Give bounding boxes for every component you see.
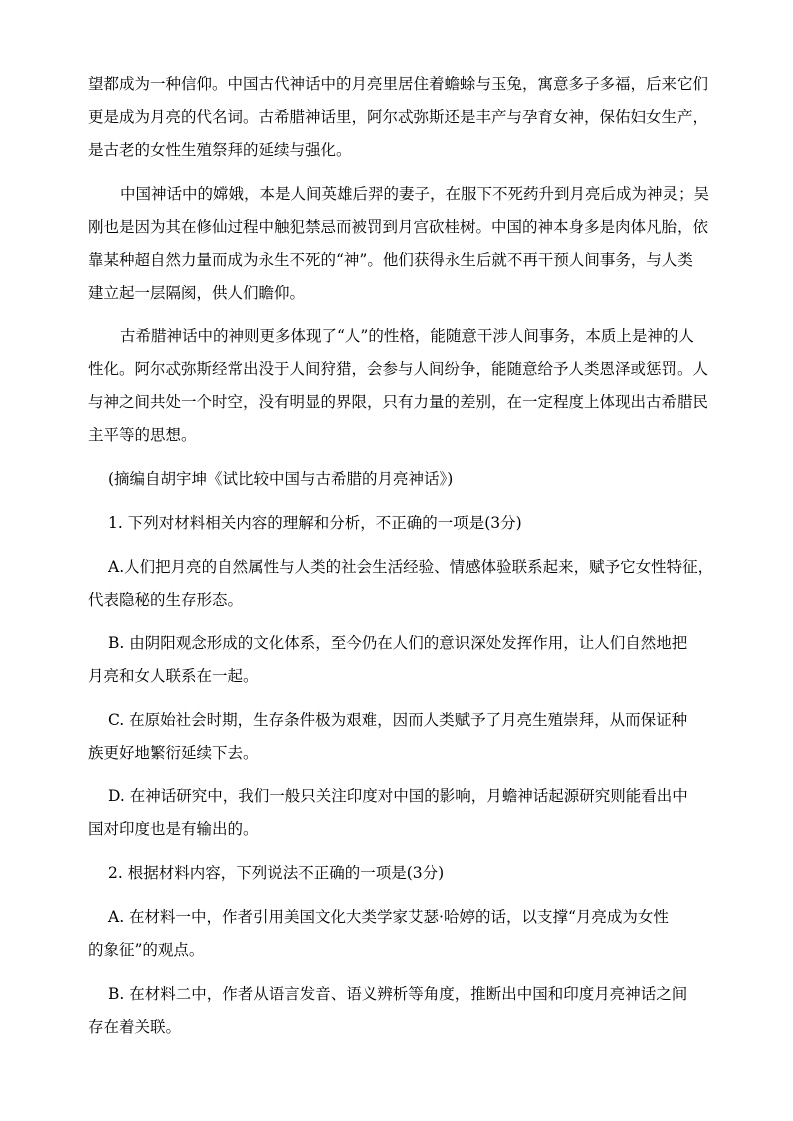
- q1-option-a-line-2: 代表隐秘的生存形态。: [88, 591, 244, 609]
- q2-option-a-line-2: 的象征”的观点。: [88, 941, 205, 959]
- para3-line-3: 与神之间共处一个时空，没有明显的界限，只有力量的差别，在一定程度上体现出古希腊民: [88, 393, 709, 411]
- para3-line-2: 性化。阿尔忒弥斯经常出没于人间狩猎，会参与人间纷争，能随意给予人类恩泽或惩罚。人: [88, 360, 709, 378]
- q1-option-c-line-1: C. 在原始社会时期，生存条件极为艰难，因而人类赋予了月亮生殖崇拜，从而保证种: [108, 711, 688, 729]
- source-citation: (摘编自胡宇坤《试比较中国与古希腊的月亮神话》): [108, 470, 454, 488]
- q2-option-b-line-2: 存在着关联。: [88, 1018, 182, 1036]
- q1-option-c-line-2: 族更好地繁衍延续下去。: [88, 744, 259, 762]
- q1-option-b-line-2: 月亮和女人联系在一起。: [88, 667, 259, 685]
- para3-line-1: 古希腊神话中的神则更多体现了“人”的性格，能随意干涉人间事务，本质上是神的人: [120, 327, 694, 345]
- para1-line-3: 是古老的女性生殖祭拜的延续与强化。: [88, 141, 352, 159]
- para2-line-1: 中国神话中的嫦娥，本是人间英雄后羿的妻子，在服下不死药升到月亮后成为神灵；吴: [120, 185, 710, 203]
- para2-line-2: 刚也是因为其在修仙过程中触犯禁忌而被罚到月宫砍桂树。中国的神本身多是肉体凡胎，依: [88, 218, 709, 236]
- para1-line-2: 更是成为月亮的代名词。古希腊神话里，阿尔忒弥斯还是丰产与孕育女神，保佑妇女生产，: [88, 108, 709, 126]
- q1-option-d-line-1: D. 在神话研究中，我们一般只关注印度对中国的影响，月蟾神话起源研究则能看出中: [108, 787, 688, 805]
- q1-option-d-line-2: 国对印度也是有输出的。: [88, 820, 259, 838]
- q2-option-b-line-1: B. 在材料二中，作者从语言发音、语义辨析等角度，推断出中国和印度月亮神话之间: [108, 985, 688, 1003]
- question-1-stem: 1. 下列对材料相关内容的理解和分析，不正确的一项是(3分): [108, 514, 522, 532]
- para3-line-4: 主平等的思想。: [88, 426, 197, 444]
- q2-option-a-line-1: A. 在材料一中，作者引用美国文化大类学家艾瑟·哈婷的话，以支撑“月亮成为女性: [108, 908, 669, 926]
- q1-option-b-line-1: B. 由阴阳观念形成的文化体系，至今仍在人们的意识深处发挥作用，让人们自然地把: [108, 634, 688, 652]
- question-2-stem: 2. 根据材料内容，下列说法不正确的一项是(3分): [108, 864, 445, 882]
- para2-line-4: 建立起一层隔阂，供人们瞻仰。: [88, 284, 306, 302]
- para1-line-1: 望都成为一种信仰。中国古代神话中的月亮里居住着蟾蜍与玉兔，寓意多子多福，后来它们: [88, 75, 709, 93]
- q1-option-a-line-1: A.人们把月亮的自然属性与人类的社会生活经验、情感体验联系起来，赋予它女性特征，: [108, 558, 714, 576]
- para2-line-3: 靠某种超自然力量而成为永生不死的“神”。他们获得永生后就不再干预人间事务，与人类: [88, 251, 693, 269]
